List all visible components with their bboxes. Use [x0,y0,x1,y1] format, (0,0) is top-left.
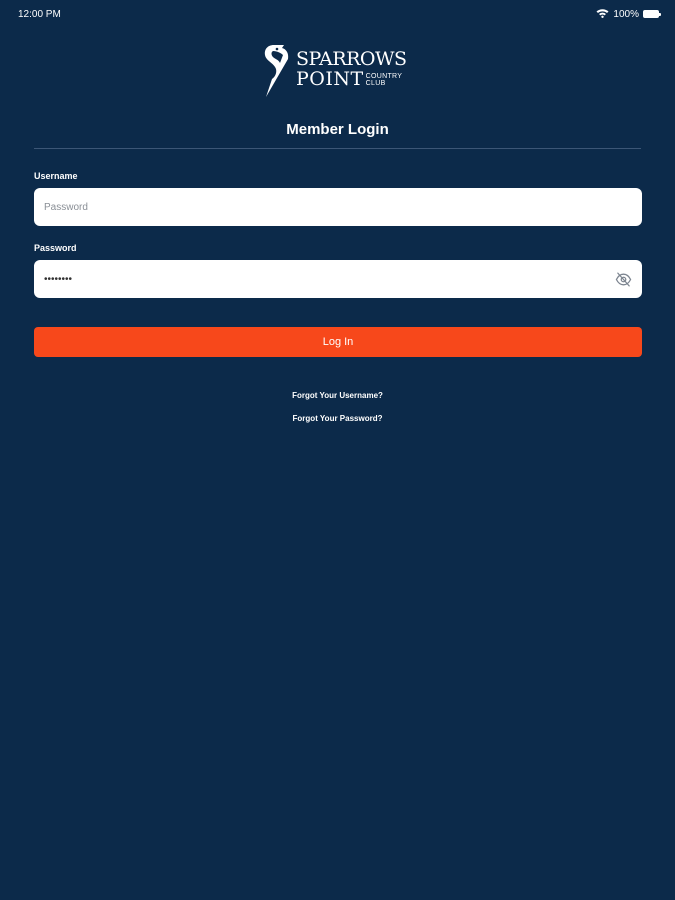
logo-country-club [366,73,403,87]
login-button[interactable]: Log In [34,327,642,357]
logo-point: POINT [296,68,364,90]
username-field-container [34,188,642,226]
title-divider [34,148,641,149]
forgot-password-link[interactable]: Forgot Your Password? [292,414,383,423]
password-input[interactable] [44,274,614,285]
username-input[interactable] [44,202,632,213]
logo-line2 [296,70,407,89]
username-label: Username [34,171,78,181]
battery-icon [643,10,659,18]
status-bar [0,0,675,28]
status-time: 12:00 PM [18,8,61,20]
forgot-username-link[interactable]: Forgot Your Username? [292,391,383,400]
logo-sparrows: SPARROWS [296,48,407,70]
club-logo [262,43,412,99]
sparrow-logo-icon [262,43,292,97]
wifi-icon [596,8,609,21]
password-field-container [34,260,642,298]
password-label: Password [34,243,77,253]
page-title: Member Login [286,121,389,138]
logo-country: COUNTRY [365,73,403,80]
eye-off-icon[interactable] [614,270,632,288]
status-right [596,8,659,21]
logo-club: CLUB [365,80,386,87]
battery-percent: 100% [613,8,639,20]
logo-text [296,43,407,89]
